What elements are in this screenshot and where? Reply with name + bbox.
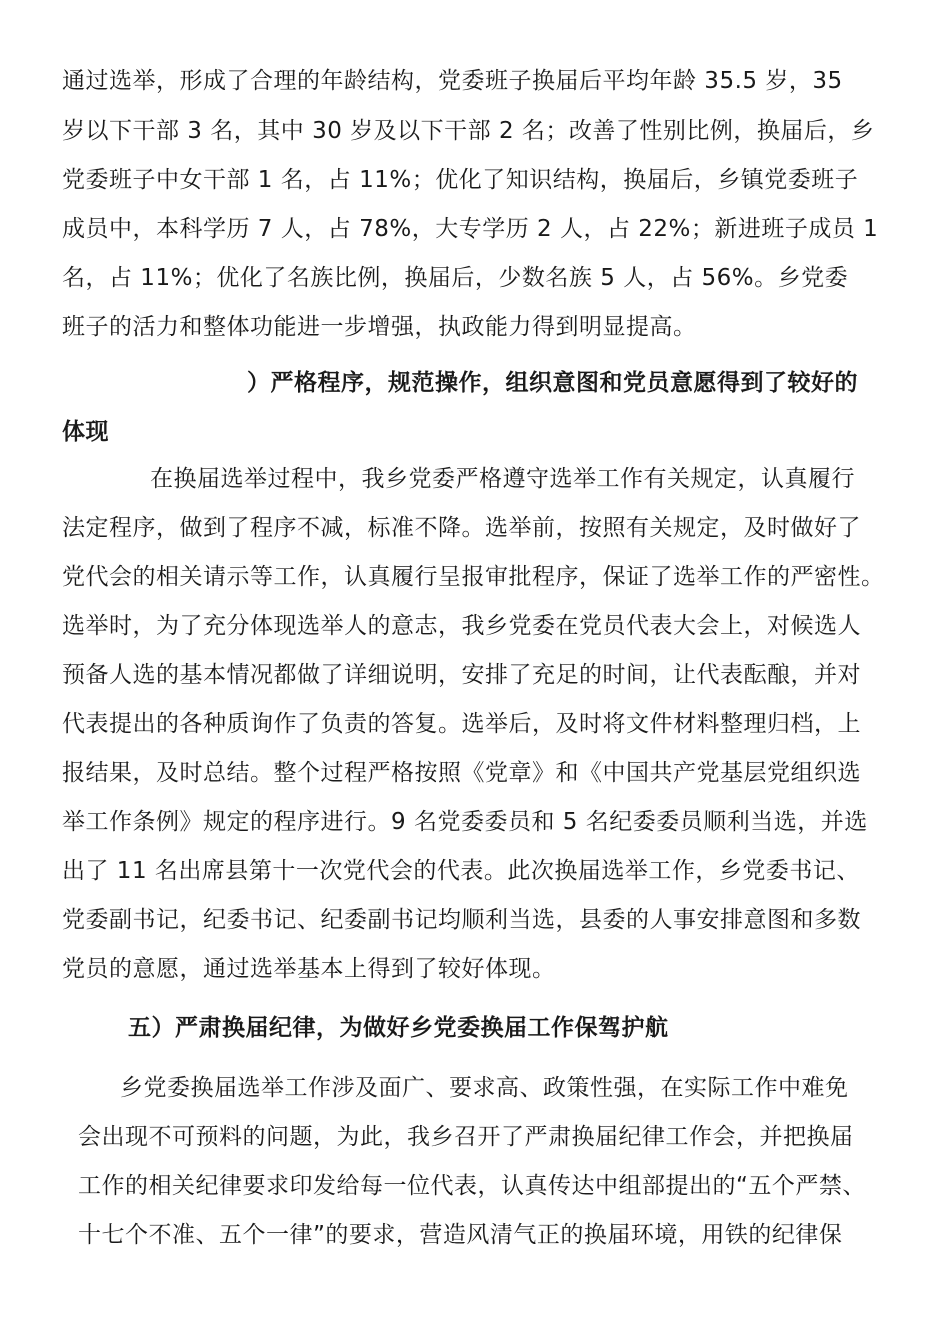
paragraph-1-line-6: 班子的活力和整体功能进一步增强，执政能力得到明显提高。 [62,314,697,340]
paragraph-2-line-4: 选举时，为了充分体现选举人的意志，我乡党委在党员代表大会上，对候选人 [62,613,861,639]
paragraph-1-line-1: 通过选举，形成了合理的年龄结构，党委班子换届后平均年龄 35.5 岁，35 [62,68,843,94]
paragraph-3-line-3: 工作的相关纪律要求印发给每一位代表，认真传达中组部提出的“五个严禁、 [78,1173,866,1199]
paragraph-3-line-2: 会出现不可预料的问题，为此，我乡召开了严肃换届纪律工作会，并把换届 [78,1124,854,1150]
paragraph-1-line-2: 岁以下干部 3 名，其中 30 岁及以下干部 2 名；改善了性别比例，换届后，乡 [62,118,875,144]
paragraph-3-line-1: 乡党委换届选举工作涉及面广、要求高、政策性强，在实际工作中难免 [120,1075,849,1101]
section-heading-4-line-2: 体现 [62,419,109,445]
paragraph-1-line-4: 成员中，本科学历 7 人，占 78%，大专学历 2 人，占 22%；新进班子成员 1 [62,216,879,242]
paragraph-2-line-2: 法定程序，做到了程序不减，标准不降。选举前，按照有关规定，及时做好了 [62,515,861,541]
section-heading-5: 五）严肃换届纪律，为做好乡党委换届工作保驾护航 [128,1015,669,1041]
paragraph-3-line-4: 十七个不准、五个一律”的要求，营造风清气正的换届环境，用铁的纪律保 [78,1222,843,1248]
paragraph-2-line-3: 党代会的相关请示等工作，认真履行呈报审批程序，保证了选举工作的严密性。 [62,564,885,590]
paragraph-2-line-11: 党员的意愿，通过选举基本上得到了较好体现。 [62,956,556,982]
section-heading-4-line-1: ）严格程序，规范操作，组织意图和党员意愿得到了较好的 [247,370,858,396]
paragraph-2-line-5: 预备人选的基本情况都做了详细说明，安排了充足的时间，让代表酝酿，并对 [62,662,861,688]
paragraph-2-line-9: 出了 11 名出席县第十一次党代会的代表。此次换届选举工作，乡党委书记、 [62,858,860,884]
paragraph-2-line-7: 报结果，及时总结。整个过程严格按照《党章》和《中国共产党基层党组织选 [62,760,861,786]
paragraph-1-line-5: 名，占 11%；优化了名族比例，换届后，少数名族 5 人，占 56%。乡党委 [62,265,849,291]
paragraph-2-line-6: 代表提出的各种质询作了负责的答复。选举后，及时将文件材料整理归档，上 [62,711,861,737]
paragraph-2-line-10: 党委副书记，纪委书记、纪委副书记均顺利当选，县委的人事安排意图和多数 [62,907,861,933]
paragraph-2-line-1: 在换届选举过程中，我乡党委严格遵守选举工作有关规定，认真履行 [150,466,855,492]
paragraph-2-line-8: 举工作条例》规定的程序进行。9 名党委委员和 5 名纪委委员顺利当选，并选 [62,809,868,835]
paragraph-1-line-3: 党委班子中女干部 1 名，占 11%；优化了知识结构，换届后，乡镇党委班子 [62,167,859,193]
